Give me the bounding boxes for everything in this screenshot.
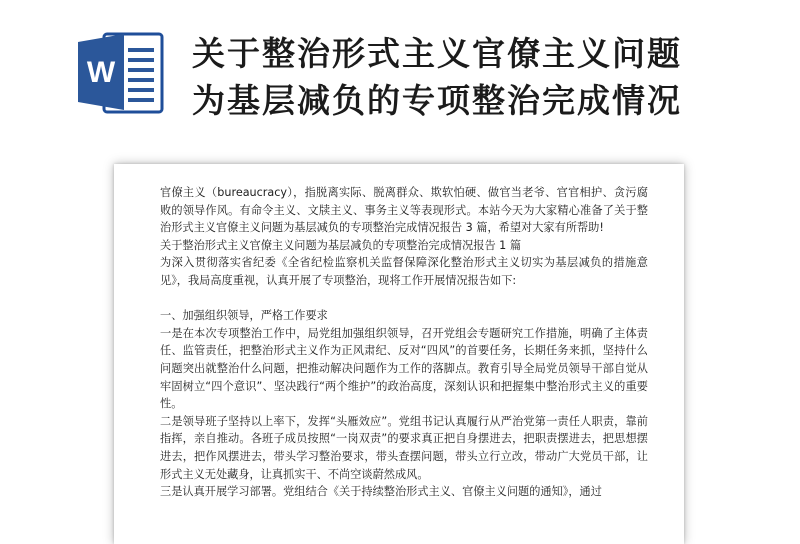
header <box>0 0 800 160</box>
paragraph-point-1: 一是在本次专项整治工作中，局党组加强组织领导，召开党组会专题研究工作措施，明确了主体责任、监管责任，把整治形式主义作为正风肃纪、反对“四风”的首要任务，长期任务来抓，坚持什么问题突出就整治什么问题，把推动解决问题作为工作的落脚点。教育引导全局党员领导干部自觉从牢固树立“四个意识”、坚决践行“两个维护”的政治高度，深刻认识和把握集中整治形式主义的重要性。 <box>160 326 648 411</box>
word-document-icon <box>74 28 166 116</box>
paragraph-point-2: 二是领导班子坚持以上率下，发挥“头雁效应”。党组书记认真履行从严治党第一责任人职责，靠前指挥，亲自推动。各班子成员按照“一岗双责”的要求真正把自身摆进去，把职责摆进去，把思想摆进去，把作风摆进去，带头学习整治要求，带头查摆问题，带头立行立改，带动广大党员干部，让形式主义无处藏身，让真抓实干、不尚空谈蔚然成风。 <box>160 414 648 481</box>
word-icon-letter: W <box>86 56 116 89</box>
paragraph-point-3: 三是认真开展学习部署。党组结合《关于持续整治形式主义、官僚主义问题的通知》，通过 <box>160 485 602 499</box>
paragraph-intro: 官僚主义（bureaucracy），指脱离实际、脱离群众、欺软怕硬、做官当老爷、官官相护、贪污腐败的领导作风。有命令主义、文牍主义、事务主义等表现形式。本站今天为大家精心准备了关于整治形式主义官僚主义问题为基层减负的专项整治完成情况报告 3 篇，希望对大家有所帮助! <box>160 186 648 235</box>
paragraph-opening: 为深入贯彻落实省纪委《全省纪检监察机关监督保障深化整治形式主义切实为基层减负的措施意见》，我局高度重视，认真开展了专项整治，现将工作开展情况报告如下: <box>160 256 648 287</box>
title-line-2: 为基层减负的专项整治完成情况 <box>192 81 682 120</box>
page-title <box>192 30 782 124</box>
section-heading-1: 一、加强组织领导，严格工作要求 <box>160 309 328 323</box>
document-body <box>160 184 648 501</box>
title-line-1: 关于整治形式主义官僚主义问题 <box>192 34 682 73</box>
document-page <box>114 164 684 544</box>
paragraph-report-heading: 关于整治形式主义官僚主义问题为基层减负的专项整治完成情况报告 1 篇 <box>160 238 522 252</box>
